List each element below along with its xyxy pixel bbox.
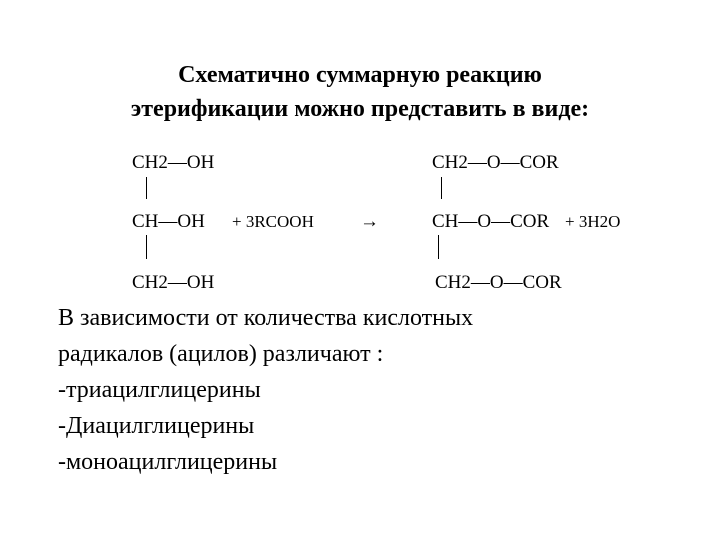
- ester-ch2-bottom: CH2—O—COR: [435, 272, 562, 293]
- bond-line-right-lower: [438, 235, 439, 259]
- body-line-1: В зависимости от количества кислотных: [58, 305, 474, 331]
- reaction-arrow: →: [360, 211, 379, 232]
- body-line-2: радикалов (ацилов) различают :: [58, 341, 384, 367]
- body-line-4: -Диацилглицерины: [58, 413, 255, 439]
- ester-ch2-top: CH2—O—COR: [432, 152, 559, 173]
- bond-line-left-upper: [146, 177, 147, 199]
- body-line-5: -моноацилглицерины: [58, 449, 278, 475]
- ester-ch-middle: CH—O—COR: [432, 211, 550, 232]
- glycerol-ch2oh-top: CH2—OH: [132, 152, 215, 173]
- reagent-rcooh: + 3RCOOH: [232, 212, 314, 231]
- slide-title-line-2: этерификации можно представить в виде:: [130, 96, 590, 122]
- glycerol-ch2oh-bottom: CH2—OH: [132, 272, 215, 293]
- byproduct-water: + 3H2O: [565, 212, 621, 231]
- bond-line-right-upper: [441, 177, 442, 199]
- glycerol-choh-middle: CH—OH: [132, 211, 205, 232]
- slide-title-line-1: Схематично суммарную реакцию: [178, 62, 542, 88]
- body-line-3: -триацилглицерины: [58, 377, 261, 403]
- bond-line-left-lower: [146, 235, 147, 259]
- body-text-block: [58, 300, 473, 480]
